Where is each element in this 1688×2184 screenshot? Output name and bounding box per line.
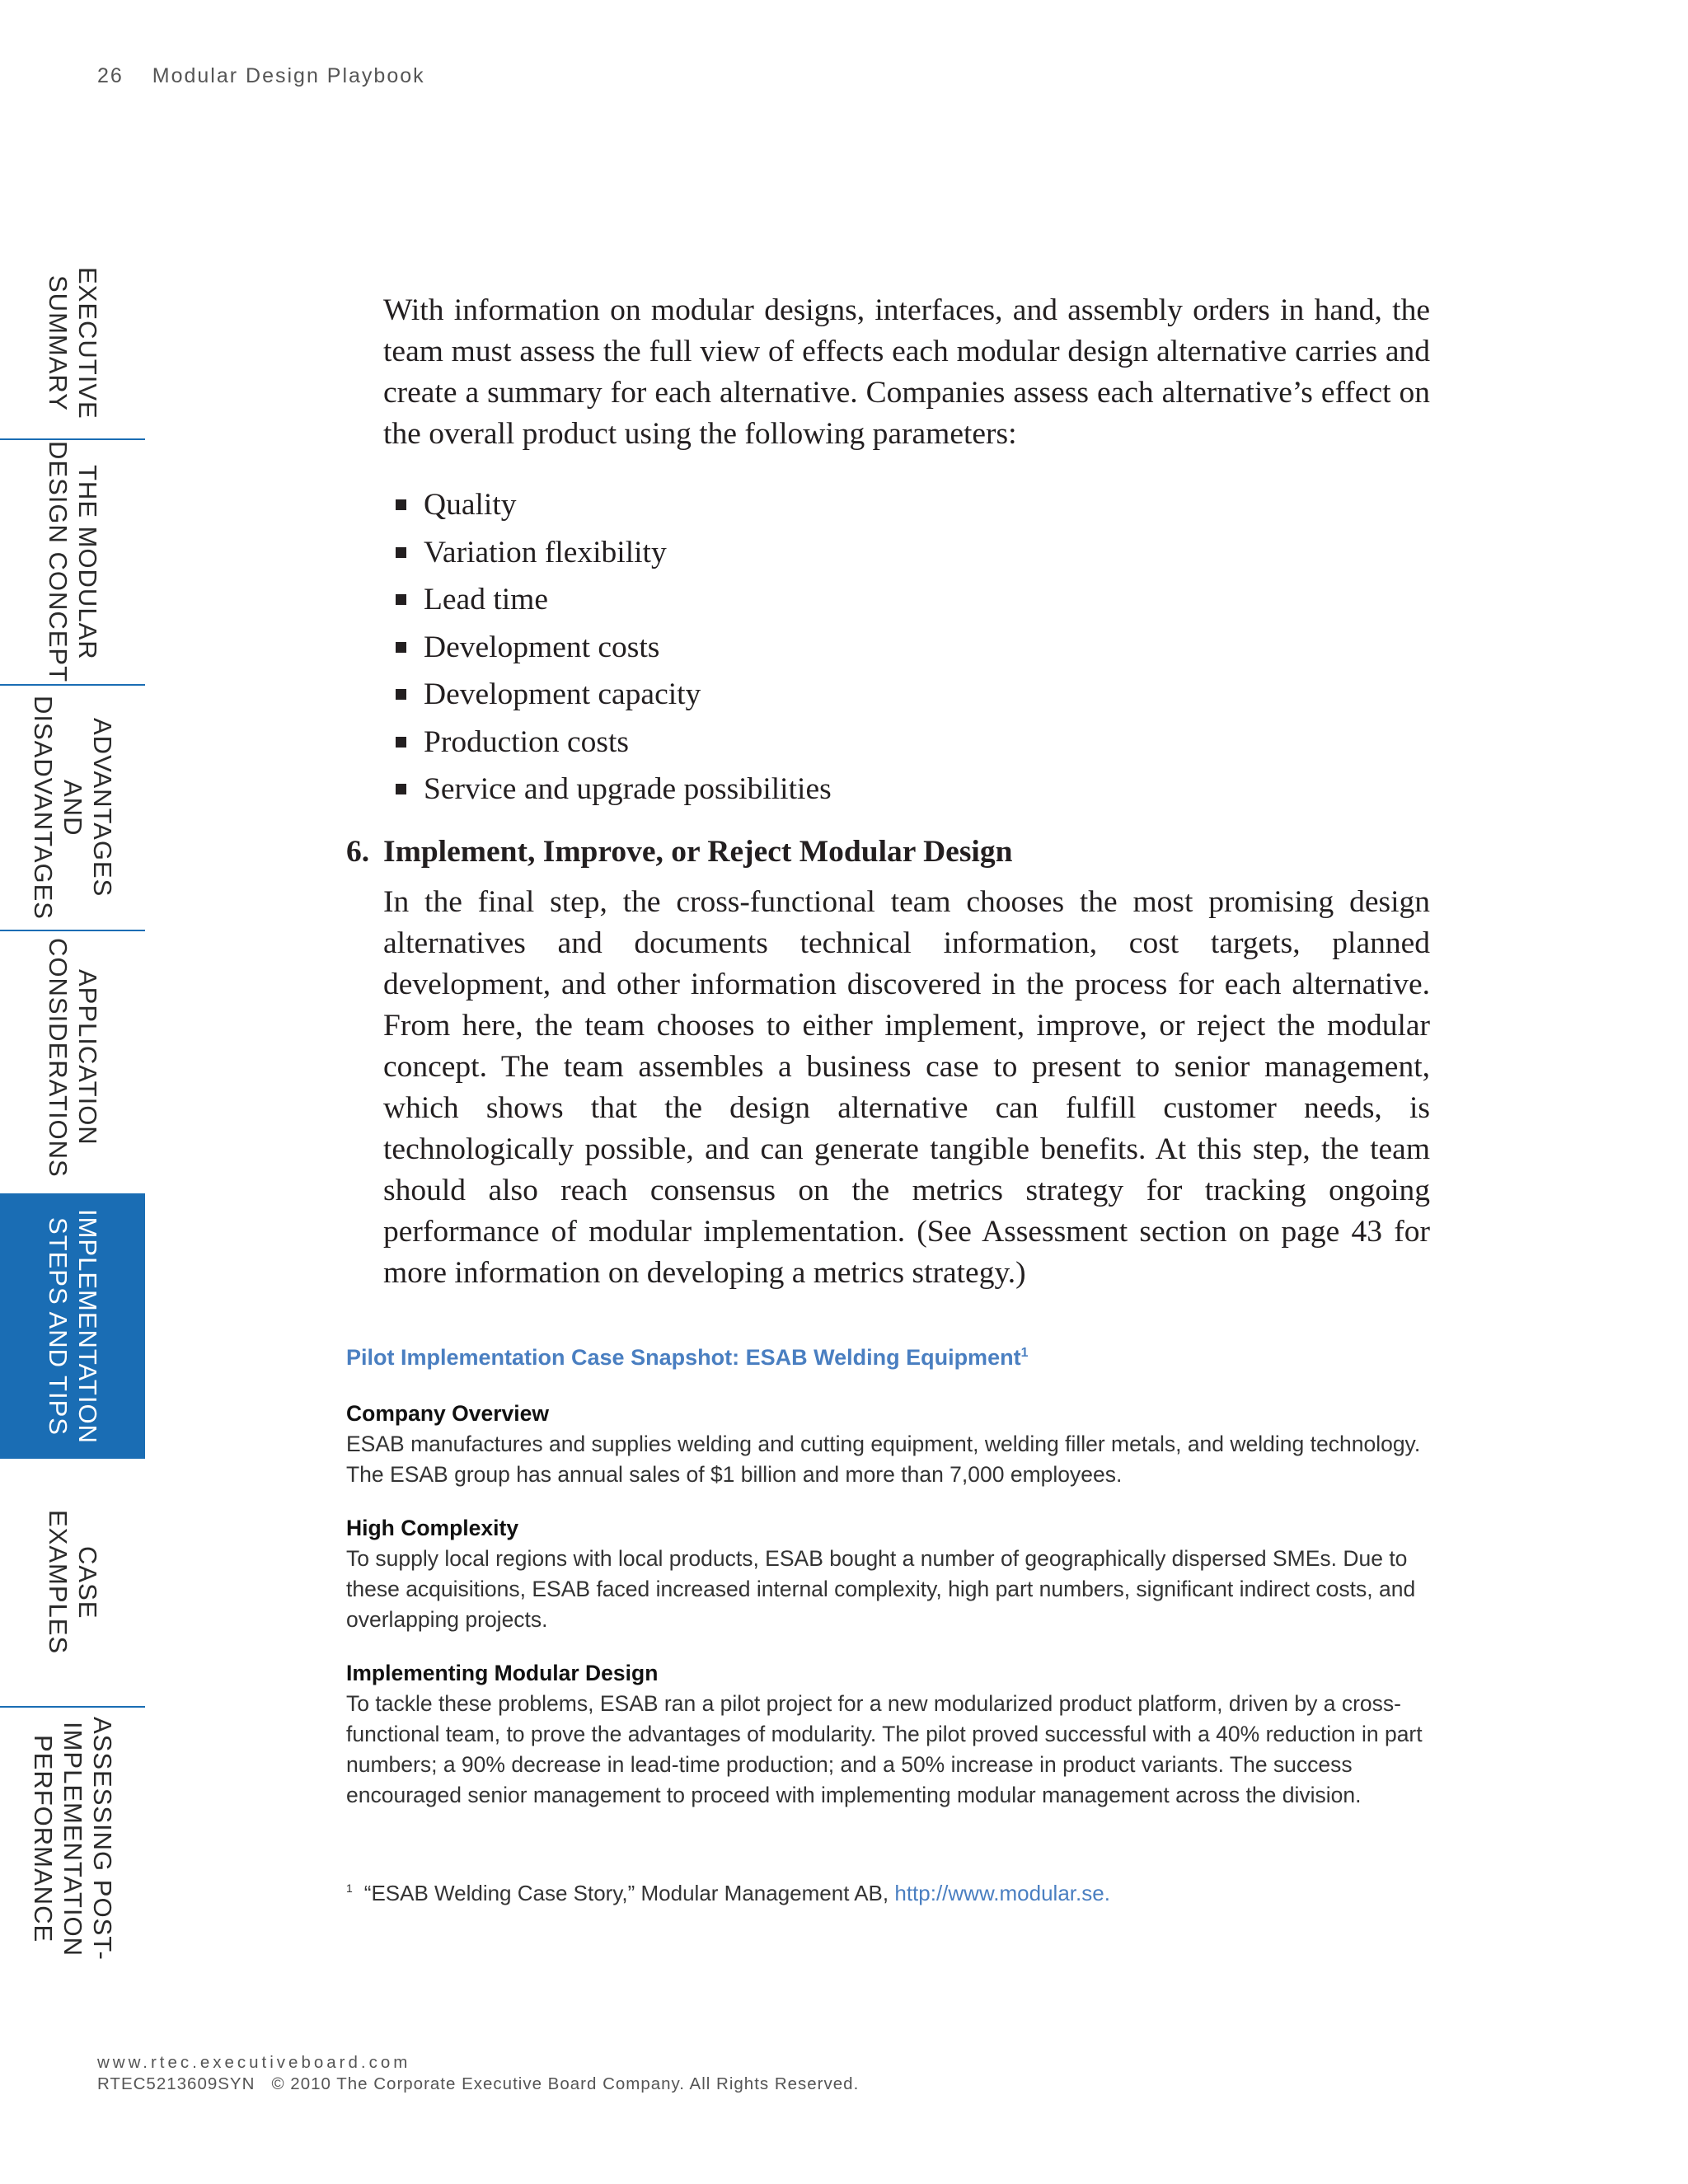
tab-label: CASE EXAMPLES [44, 1510, 102, 1655]
case-section-heading: Implementing Modular Design [346, 1661, 659, 1685]
bullet-square-icon [396, 594, 406, 605]
step-number: 6. [346, 835, 370, 869]
tab-application-considerations[interactable] [0, 931, 145, 1183]
tab-implementation-steps-active[interactable] [0, 1193, 145, 1459]
case-section-text: ESAB manufactures and supplies welding and cutting equipment, welding filler metals, and welding technology. The ESAB group has annual sales of $1 billion and more than 7,000 employees. [346, 1432, 1421, 1487]
list-item: Production costs [396, 719, 832, 766]
step-title: Implement, Improve, or Reject Modular Design [383, 835, 1013, 869]
page-footer [97, 2052, 859, 2095]
tab-label: ADVANTAGES AND DISADVANTAGES [29, 696, 117, 920]
footer-copyright: © 2010 The Corporate Executive Board Company. All Rights Reserved. [271, 2074, 860, 2093]
step-heading [346, 834, 1012, 869]
book-title: Modular Design Playbook [152, 64, 425, 87]
case-section-heading: High Complexity [346, 1516, 519, 1540]
tab-label: THE MODULAR DESIGN CONCEPT [44, 441, 102, 683]
bullet-square-icon [396, 737, 406, 748]
tab-modular-design-concept[interactable] [0, 440, 145, 684]
tab-assessing-performance[interactable] [0, 1708, 145, 1970]
case-snapshot-title: Pilot Implementation Case Snapshot: ESAB Welding Equipment$^1$ [346, 1345, 1029, 1370]
case-section-company-overview [346, 1399, 1442, 1490]
case-section-heading: Company Overview [346, 1401, 549, 1426]
footnote [346, 1881, 1110, 1906]
step-paragraph: In the final step, the cross-functional team chooses the most promising design alternatives and documents technical information, cost targets, planned development, and other information discovered in the process for each alternative. From here, the team chooses to either implement, improve, or reject the modular concept. The team assembles a business case to present to senior management, which shows that the design alternative can fulfill customer needs, is technologically possible, and can generate tangible benefits. At this step, the team should also reach consensus on the metrics strategy for tracking ongoing performance of modular implementation. (See Assessment section on page 43 for more information on developing a metrics strategy.) [383, 885, 1430, 1290]
case-section-text: To tackle these problems, ESAB ran a pilot project for a new modularized product platform, driven by a cross-functional team, to prove the advantages of modularity. The pilot proved successful with a 40% reduction in part numbers; a 90% decrease in lead-time production; and a 50% increase in product variants. The success encouraged senior management to proceed with implementing modular management across the division. [346, 1691, 1423, 1807]
footer-url[interactable]: www.rtec.executiveboard.com [97, 2053, 411, 2072]
footer-code: RTEC5213609SYN [97, 2074, 256, 2093]
tab-label: IMPLEMENTATION STEPS AND TIPS [44, 1208, 102, 1444]
page-number: 26 [97, 64, 124, 87]
tab-advantages-disadvantages[interactable] [0, 686, 145, 930]
tab-label: ASSESSING POST- IMPLEMENTATION PERFORMANCE [29, 1717, 117, 1961]
footnote-number: 1 [346, 1882, 353, 1896]
bullet-square-icon [396, 689, 406, 700]
footnote-marker[interactable]: 1 [1020, 1346, 1029, 1360]
list-item: Lead time [396, 576, 832, 624]
footnote-link[interactable]: http://www.modular.se. [894, 1881, 1110, 1905]
case-section-implementing [346, 1658, 1442, 1811]
tab-label: EXECUTIVE SUMMARY [44, 266, 102, 419]
bullet-square-icon [396, 642, 406, 653]
tab-case-examples[interactable] [0, 1459, 145, 1706]
list-item: Development costs [396, 624, 832, 672]
tab-label: APPLICATION CONSIDERATIONS [44, 937, 102, 1178]
case-section-text: To supply local regions with local products, ESAB bought a number of geographically dispersed SMEs. Due to these acquisitions, ESAB faced increased internal complexity, high part numbers, significant indirect costs, and overlapping projects. [346, 1546, 1416, 1632]
bullet-square-icon [396, 499, 406, 510]
bullet-square-icon [396, 547, 406, 558]
case-section-high-complexity [346, 1513, 1442, 1635]
tab-executive-summary[interactable] [0, 247, 145, 438]
running-head [97, 64, 425, 88]
list-item: Service and upgrade possibilities [396, 766, 832, 813]
intro-paragraph: With information on modular designs, interfaces, and assembly orders in hand, the team must assess the full view of effects each modular design alternative carries and create a summary for each alternative. Companies assess each alternative’s effect on the overall product using the following parameters: [383, 293, 1430, 451]
list-item: Variation flexibility [396, 529, 832, 577]
parameter-list [396, 481, 832, 813]
bullet-square-icon [396, 784, 406, 794]
list-item: Quality [396, 481, 832, 529]
footnote-text: “ESAB Welding Case Story,” Modular Management AB, [363, 1881, 895, 1905]
list-item: Development capacity [396, 671, 832, 719]
